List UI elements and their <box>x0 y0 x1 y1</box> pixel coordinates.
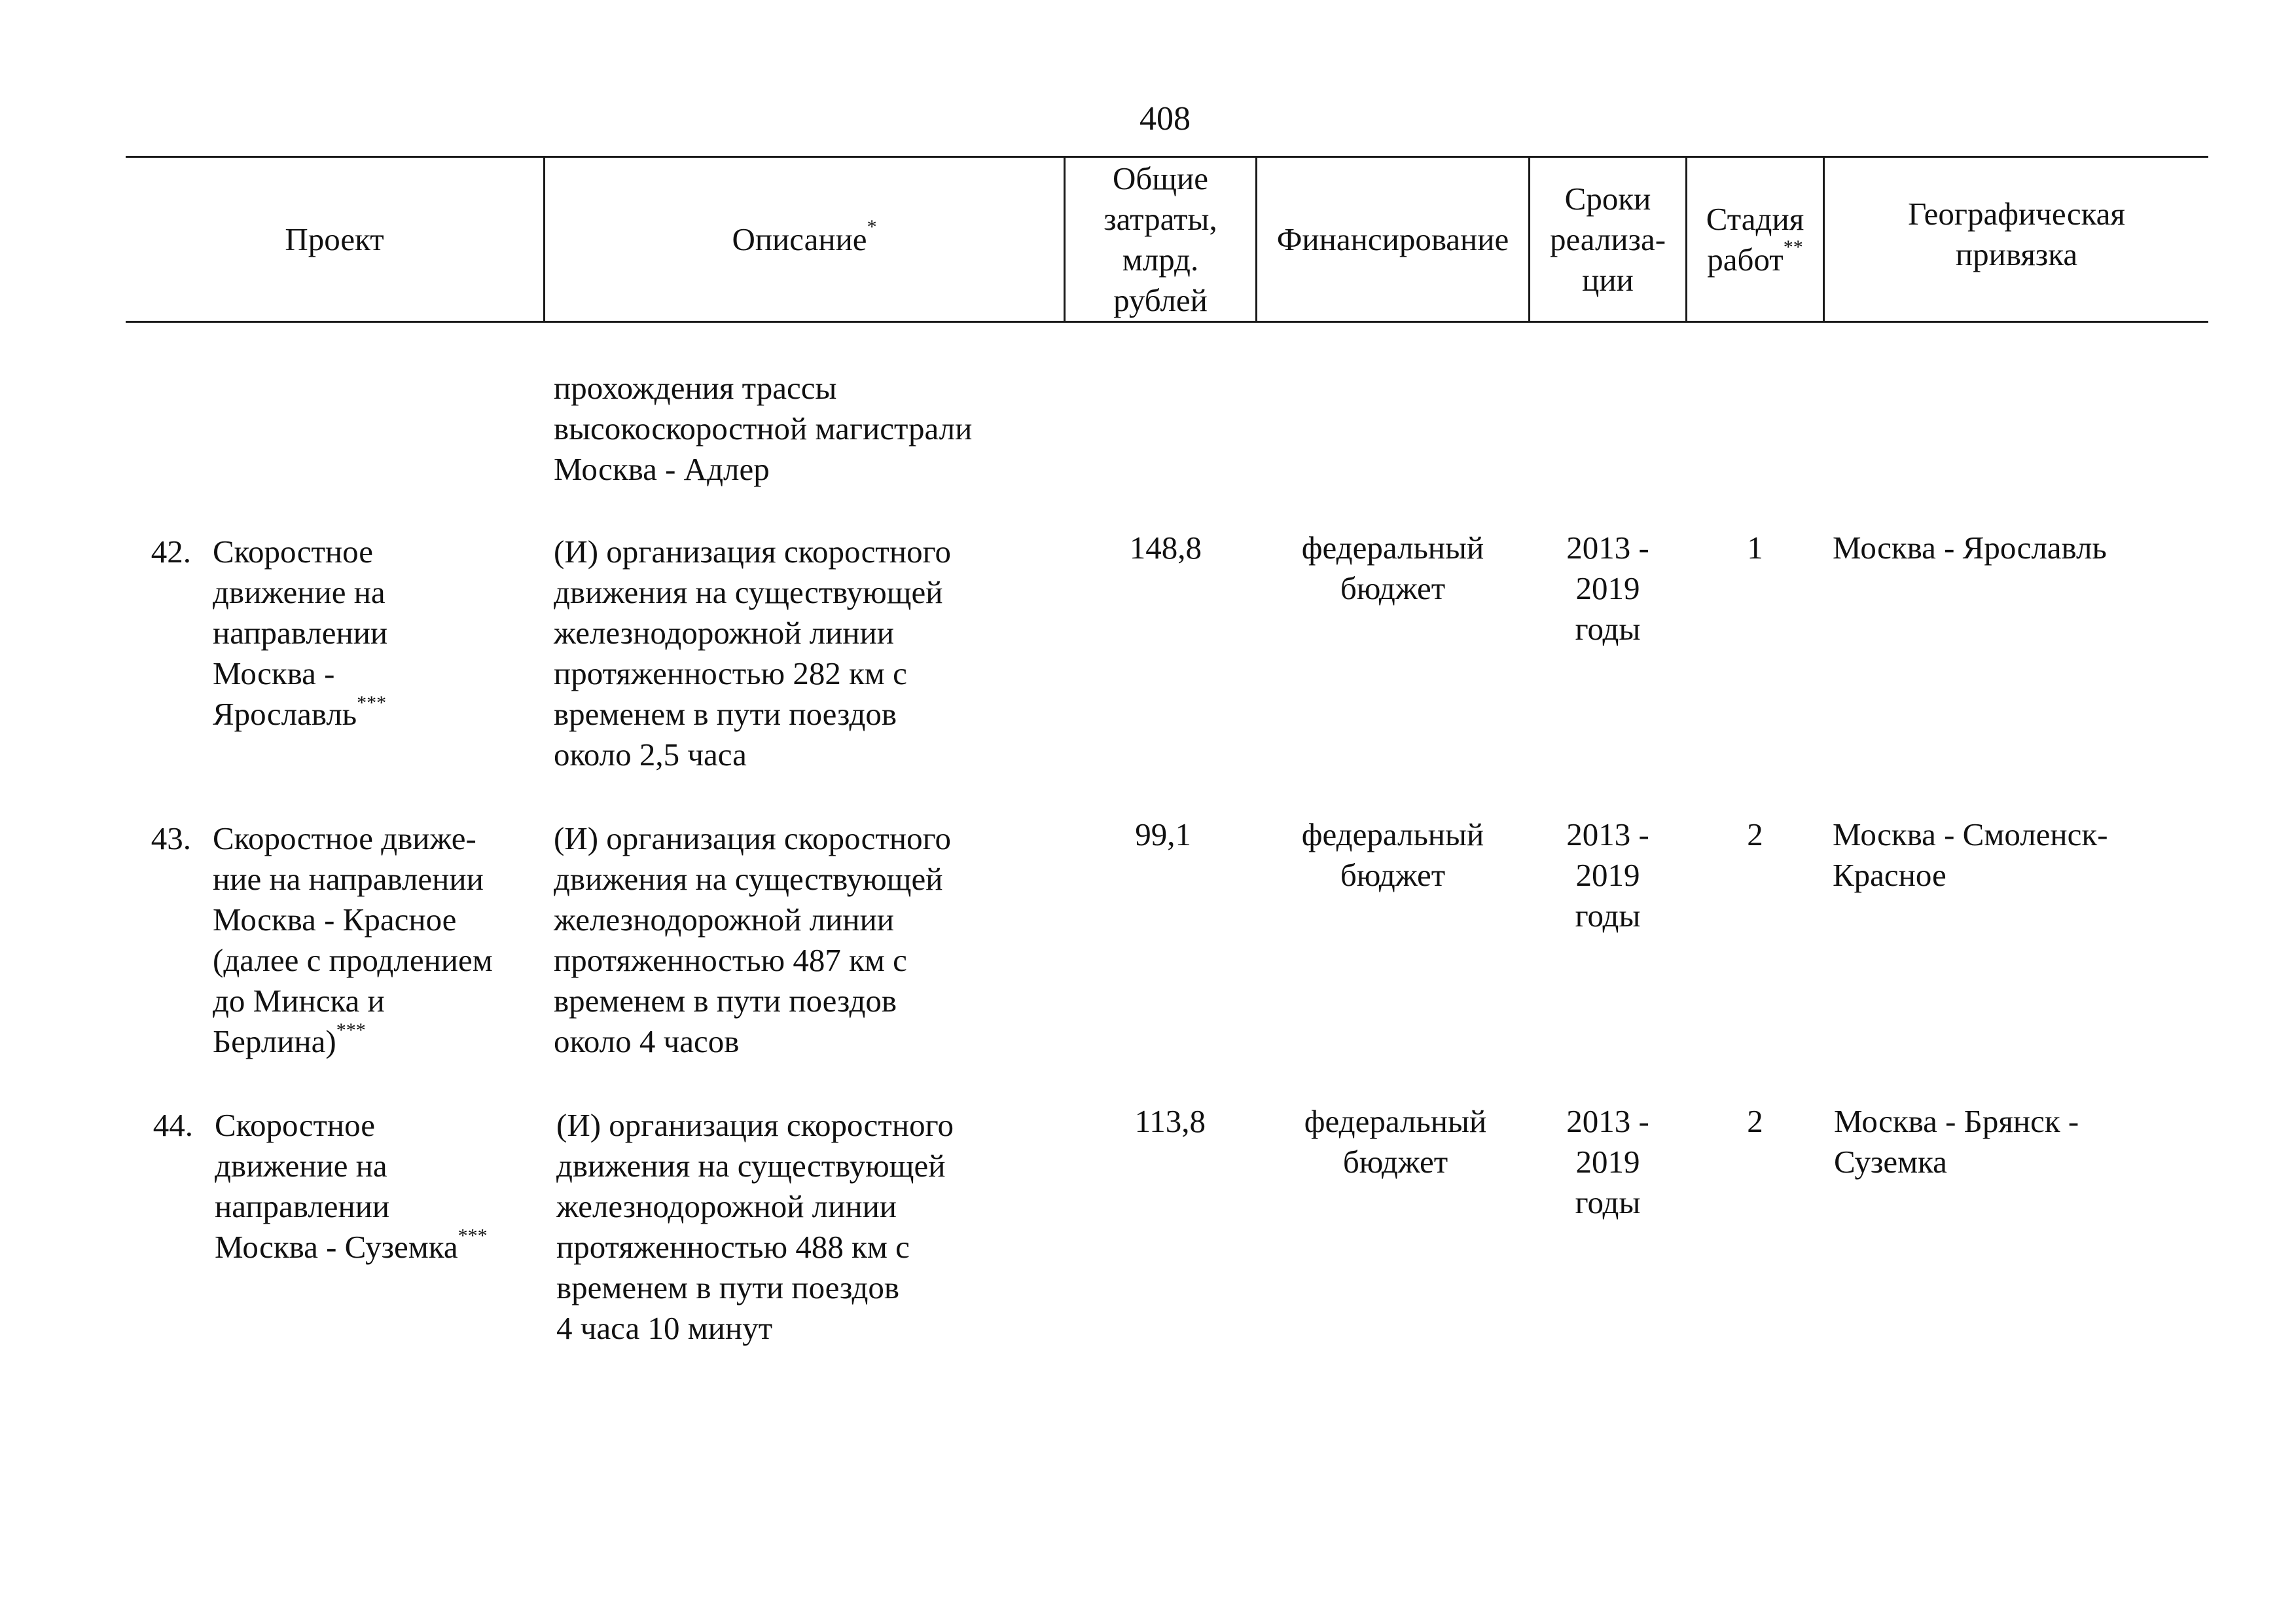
header-stage-line: Стадия <box>1706 200 1804 237</box>
header-project <box>126 158 543 321</box>
header-stage-line: работ <box>1707 241 1784 278</box>
row-stage: 2 <box>1747 1103 1763 1139</box>
row-terms: 2013 - 2019 годы <box>1566 530 1649 647</box>
continuation-line: прохождения трассы <box>554 370 837 406</box>
row-financing: федеральный бюджет <box>1301 530 1484 606</box>
header-cost-line: млрд. <box>1122 241 1199 278</box>
page-number: 408 <box>1139 100 1191 137</box>
row-project: Скоростное движе- ние на направлении Москва - Красное (далее с продлением до Минска и Берлина)*** <box>213 820 493 1059</box>
header-cost-line: рублей <box>1113 282 1208 318</box>
row-project: Скоростное движение на направлении Москва - Суземка*** <box>215 1107 488 1265</box>
header-stage-mark: ** <box>1783 236 1803 258</box>
row-number: 44. <box>152 1107 193 1143</box>
header-cost-line: Общие <box>1112 160 1208 196</box>
row-geo: Москва - Брянск - Суземка <box>1834 1103 2079 1180</box>
header-stage <box>1687 158 1823 321</box>
row-description: (И) организация скоростного движения на существующей железнодорожной линии протяженностью 487 км с временем в пути поездов около 4 часов <box>554 820 951 1059</box>
row-geo: Москва - Ярославль <box>1833 530 2107 566</box>
footnote-mark: *** <box>357 692 387 714</box>
header-terms <box>1530 158 1685 321</box>
header-project-label: Проект <box>285 221 384 257</box>
header-financing <box>1257 158 1528 321</box>
header-terms-line: ции <box>1582 261 1634 298</box>
header-terms-line: Сроки <box>1564 180 1651 217</box>
footnote-mark: *** <box>457 1225 488 1247</box>
row-stage: 1 <box>1747 530 1763 566</box>
row-number: 43. <box>151 820 191 856</box>
row-cost: 148,8 <box>1129 530 1202 566</box>
header-geo-line: привязка <box>1955 236 2078 272</box>
header-cost-line: затраты, <box>1103 200 1217 237</box>
table-header-bottom-rule <box>126 321 2208 323</box>
continuation-line: Москва - Адлер <box>554 451 770 487</box>
row-number: 42. <box>151 534 191 570</box>
header-description <box>545 158 1064 321</box>
header-financing-label: Финансирование <box>1276 221 1509 257</box>
row-cost: 113,8 <box>1134 1103 1206 1139</box>
row-financing: федеральный бюджет <box>1301 816 1484 893</box>
row-terms: 2013 - 2019 годы <box>1566 1103 1649 1220</box>
continuation-description <box>554 368 972 490</box>
row-description: (И) организация скоростного движения на существующей железнодорожной линии протяженностью 282 км с временем в пути поездов около 2,5 часа <box>554 534 951 773</box>
row-financing: федеральный бюджет <box>1304 1103 1487 1180</box>
row-stage: 2 <box>1747 816 1763 852</box>
header-terms-line: реализа- <box>1549 221 1666 257</box>
header-description-mark: * <box>867 215 877 238</box>
header-geo-line: Географическая <box>1908 196 2125 232</box>
header-geo <box>1825 158 2208 321</box>
header-cost <box>1066 158 1255 321</box>
row-project: Скоростное движение на направлении Москва - Ярославль*** <box>213 534 388 732</box>
row-description: (И) организация скоростного движения на существующей железнодорожной линии протяженностью 488 км с временем в пути поездов 4 часа 10 минут <box>556 1107 954 1346</box>
header-description-label: Описание <box>732 221 867 257</box>
footnote-mark: *** <box>336 1019 366 1041</box>
row-geo: Москва - Смоленск- Красное <box>1833 816 2108 893</box>
continuation-line: высокоскоростной магистрали <box>554 410 973 447</box>
row-cost: 99,1 <box>1135 816 1191 852</box>
row-terms: 2013 - 2019 годы <box>1566 816 1649 934</box>
